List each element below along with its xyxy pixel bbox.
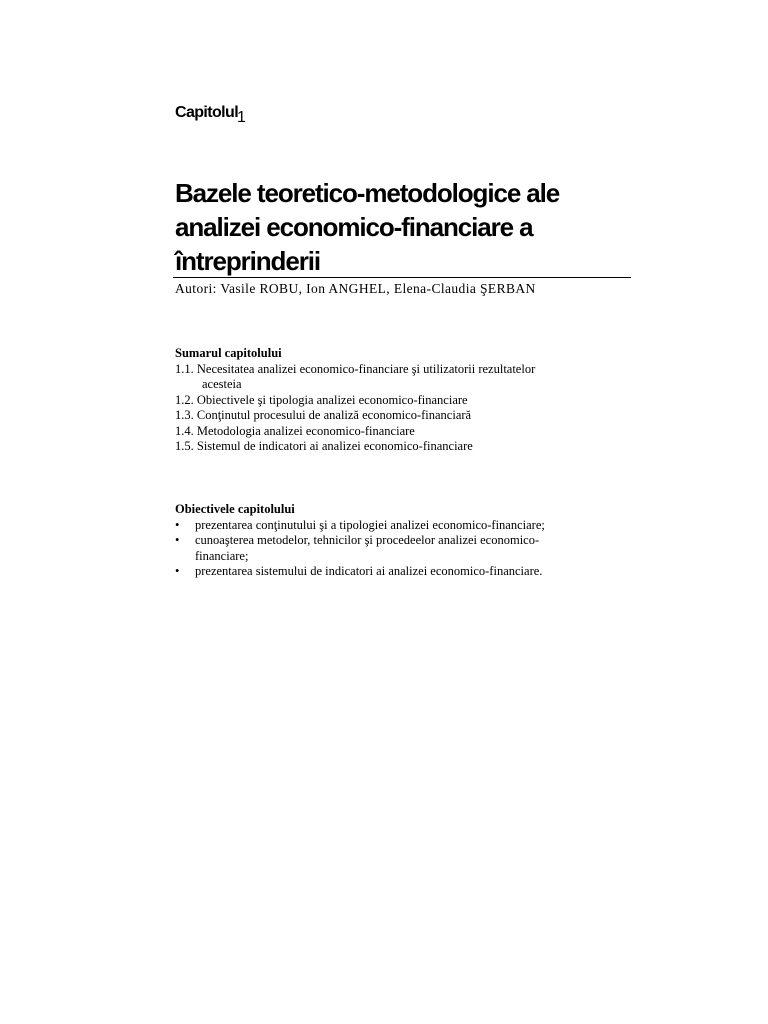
summary-item: 1.3. Conţinutul procesului de analiză economico-financiară [175,408,472,422]
objective-item [175,564,545,580]
title-divider [173,277,631,278]
bullet-icon: • [175,564,180,578]
bullet-icon: • [175,517,180,532]
chapter-title-line: Bazele teoretico-metodologice ale [175,178,560,208]
chapter-title-line: întreprinderii [175,246,320,276]
chapter-objectives [175,502,545,580]
objective-text: prezentarea conţinutului şi a tipologiei analizei economico-financiare; [195,517,545,532]
summary-item: 1.2. Obiectivele şi tipologia analizei economico-financiare [175,392,468,407]
summary-item-continuation: acesteia [202,377,242,391]
chapter-label: Capitolul [175,104,239,121]
summary-item: 1.4. Metodologia analizei economico-financiare [175,423,415,438]
objective-text-continuation: financiare; [195,548,249,563]
objective-item [175,533,545,549]
chapter-title-line: analizei economico-financiare a [175,212,533,242]
chapter-title [175,176,615,278]
chapter-summary [175,346,535,455]
summary-heading: Sumarul capitolului [175,346,282,360]
chapter-number: 1 [237,109,246,126]
objectives-heading: Obiectivele capitolului [175,502,295,516]
objective-text: cunoaşterea metodelor, tehnicilor şi procedeelor analizei economico- [195,533,540,547]
authors-line: Autori: Vasile ROBU, Ion ANGHEL, Elena-Claudia ŞERBAN [175,281,536,296]
summary-item: 1.5. Sistemul de indicatori ai analizei economico-financiare [175,439,473,453]
objective-text: prezentarea sistemului de indicatori ai analizei economico-financiare. [195,564,543,578]
summary-item: 1.1. Necesitatea analizei economico-financiare şi utilizatorii rezultatelor [175,361,536,376]
bullet-icon: • [175,533,180,547]
objective-item [175,518,545,534]
